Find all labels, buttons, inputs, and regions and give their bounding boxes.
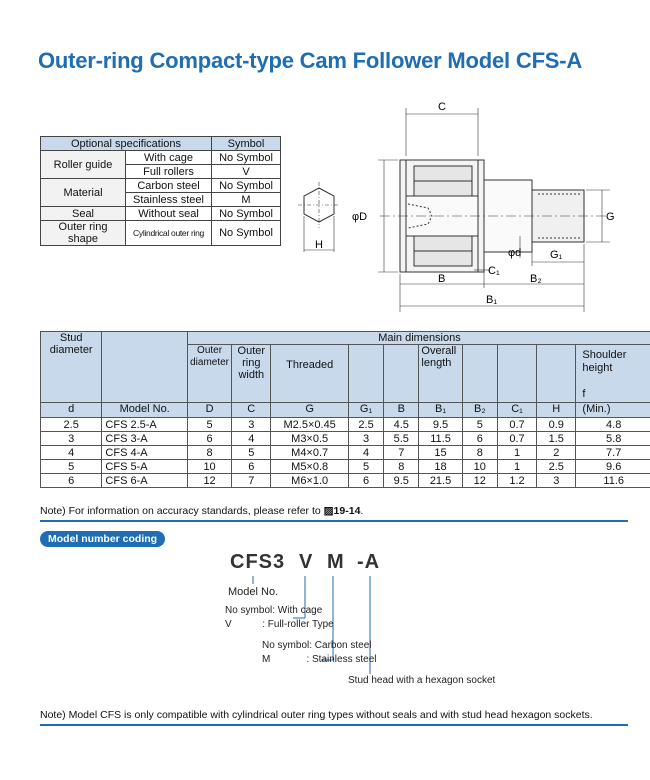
cell-D: 10 [187, 460, 231, 474]
header-model-blank [102, 332, 188, 403]
coding-hex-socket: Stud head with a hexagon socket [348, 675, 496, 686]
option-spec: Without seal [126, 207, 212, 221]
cell-C: 6 [232, 460, 271, 474]
cell-C1: 1.2 [497, 474, 536, 488]
main-dimensions-table [40, 331, 650, 488]
sym-C: C [232, 403, 271, 418]
label-D: φD [352, 211, 368, 223]
sym-H: H [537, 403, 576, 418]
label-B: B [438, 273, 446, 285]
cell-C1: 1 [497, 460, 536, 474]
options-header-spec: Optional specifications [41, 137, 212, 151]
header-stud-diameter: Stud diameter [41, 332, 102, 403]
cell-B1: 9.5 [419, 418, 462, 432]
sym-d: d [41, 403, 102, 418]
cell-G1: 3 [348, 432, 383, 446]
coding-model-no: Model No. [228, 586, 279, 598]
option-symbol: No Symbol [212, 207, 281, 221]
option-symbol: No Symbol [212, 221, 281, 246]
sym-G1: G₁ [348, 403, 383, 418]
cell-B1: 18 [419, 460, 462, 474]
cell-G: M4×0.7 [271, 446, 349, 460]
cell-C: 5 [232, 446, 271, 460]
cell-C: 3 [232, 418, 271, 432]
table-row [41, 432, 650, 446]
cell-B2: 5 [462, 418, 497, 432]
cell-G1: 2.5 [348, 418, 383, 432]
header-shoulder-height: Shoulder height f [576, 345, 650, 403]
header-main-dimensions: Main dimensions [187, 332, 650, 345]
option-group: Roller guide [41, 151, 126, 179]
cell-H: 0.9 [537, 418, 576, 432]
label-C: C [438, 101, 446, 113]
cell-D: 5 [187, 418, 231, 432]
coding-material-line1: No symbol: Carbon steel [262, 640, 372, 651]
cell-B2: 6 [462, 432, 497, 446]
option-symbol: No Symbol [212, 151, 281, 165]
note-reference[interactable]: ▨19-14 [323, 505, 361, 517]
divider [40, 520, 628, 522]
option-symbol: M [212, 193, 281, 207]
cell-C1: 1 [497, 446, 536, 460]
cell-stud-d: 4 [41, 446, 102, 460]
label-G1: G₁ [550, 249, 563, 261]
option-spec: Cylindrical outer ring [126, 221, 212, 246]
cell-H: 2 [537, 446, 576, 460]
cell-G: M6×1.0 [271, 474, 349, 488]
sym-D: D [187, 403, 231, 418]
header-blank [384, 345, 419, 403]
label-H: H [315, 239, 323, 251]
cell-D: 8 [187, 446, 231, 460]
cell-B: 9.5 [384, 474, 419, 488]
cell-H: 1.5 [537, 432, 576, 446]
header-outer-diameter: Outer diameter [187, 345, 231, 403]
sym-min: (Min.) [576, 403, 650, 418]
sym-model-no: Model No. [102, 403, 188, 418]
accuracy-note: Note) For information on accuracy standards, please refer to ▨19-14. [40, 505, 364, 517]
option-spec: Carbon steel [126, 179, 212, 193]
cell-B2: 10 [462, 460, 497, 474]
cell-B: 5.5 [384, 432, 419, 446]
cell-G1: 4 [348, 446, 383, 460]
table-row [41, 460, 650, 474]
cell-B1: 15 [419, 446, 462, 460]
cell-H: 3 [537, 474, 576, 488]
cell-f: 11.6 [576, 474, 650, 488]
sym-B1: B₁ [419, 403, 462, 418]
cell-f: 7.7 [576, 446, 650, 460]
label-C1: C₁ [488, 265, 500, 277]
hexagon-socket-diagram [296, 180, 346, 260]
cell-f: 5.8 [576, 432, 650, 446]
cell-G1: 5 [348, 460, 383, 474]
cell-B: 7 [384, 446, 419, 460]
cell-G: M5×0.8 [271, 460, 349, 474]
option-group: Seal [41, 207, 126, 221]
cell-B2: 12 [462, 474, 497, 488]
coding-material-line2: M : Stainless steel [262, 654, 377, 665]
cell-D: 6 [187, 432, 231, 446]
cell-stud-d: 2.5 [41, 418, 102, 432]
cell-B1: 11.5 [419, 432, 462, 446]
option-spec: Stainless steel [126, 193, 212, 207]
sym-C1: C₁ [497, 403, 536, 418]
cell-stud-d: 5 [41, 460, 102, 474]
page-title: Outer-ring Compact-type Cam Follower Model CFS-A [38, 48, 583, 73]
code-m: M [327, 551, 345, 573]
cell-model-no: CFS 4-A [102, 446, 188, 460]
cell-model-no: CFS 6-A [102, 474, 188, 488]
label-d: φd [508, 247, 522, 259]
code-cfs3: CFS3 [230, 551, 286, 573]
cell-B1: 21.5 [419, 474, 462, 488]
cell-B: 4.5 [384, 418, 419, 432]
cell-H: 2.5 [537, 460, 576, 474]
options-header-symbol: Symbol [212, 137, 281, 151]
code-v: V [299, 551, 314, 573]
option-symbol: No Symbol [212, 179, 281, 193]
option-spec: Full rollers [126, 165, 212, 179]
header-blank [497, 345, 536, 403]
label-B2: B₂ [530, 273, 542, 285]
code-a: -A [357, 551, 381, 573]
label-G: G [606, 211, 615, 223]
table-row [41, 474, 650, 488]
cell-model-no: CFS 2.5-A [102, 418, 188, 432]
header-outer-ring-width: Outer ring width [232, 345, 271, 403]
cell-C1: 0.7 [497, 418, 536, 432]
table-row [41, 418, 650, 432]
header-overall-length: Overall length [419, 345, 462, 403]
cell-B: 8 [384, 460, 419, 474]
cell-B2: 8 [462, 446, 497, 460]
cell-stud-d: 6 [41, 474, 102, 488]
label-B1: B₁ [486, 294, 498, 306]
cell-G: M2.5×0.45 [271, 418, 349, 432]
cell-f: 9.6 [576, 460, 650, 474]
option-group: Outer ring shape [41, 221, 126, 246]
optional-specifications-table [40, 136, 281, 246]
sym-B: B [384, 403, 419, 418]
option-symbol: V [212, 165, 281, 179]
cell-f: 4.8 [576, 418, 650, 432]
cell-G: M3×0.5 [271, 432, 349, 446]
cell-C: 4 [232, 432, 271, 446]
header-blank [537, 345, 576, 403]
cell-model-no: CFS 3-A [102, 432, 188, 446]
compatibility-footnote: Note) Model CFS is only compatible with cylindrical outer ring types without seals and with stud head hexagon sockets. [40, 709, 593, 721]
cell-C: 7 [232, 474, 271, 488]
coding-roller-line2: V : Full-roller Type [225, 619, 334, 630]
divider [40, 724, 628, 726]
cell-G1: 6 [348, 474, 383, 488]
header-blank [462, 345, 497, 403]
cell-model-no: CFS 5-A [102, 460, 188, 474]
sym-G: G [271, 403, 349, 418]
header-threaded: Threaded [271, 345, 349, 403]
cam-follower-drawing [350, 98, 622, 316]
coding-roller-line1: No symbol: With cage [225, 605, 323, 616]
cell-stud-d: 3 [41, 432, 102, 446]
option-spec: With cage [126, 151, 212, 165]
option-group: Material [41, 179, 126, 207]
model-coding-badge: Model number coding [40, 531, 165, 547]
table-row [41, 446, 650, 460]
header-blank [348, 345, 383, 403]
sym-B2: B₂ [462, 403, 497, 418]
cell-C1: 0.7 [497, 432, 536, 446]
cell-D: 12 [187, 474, 231, 488]
